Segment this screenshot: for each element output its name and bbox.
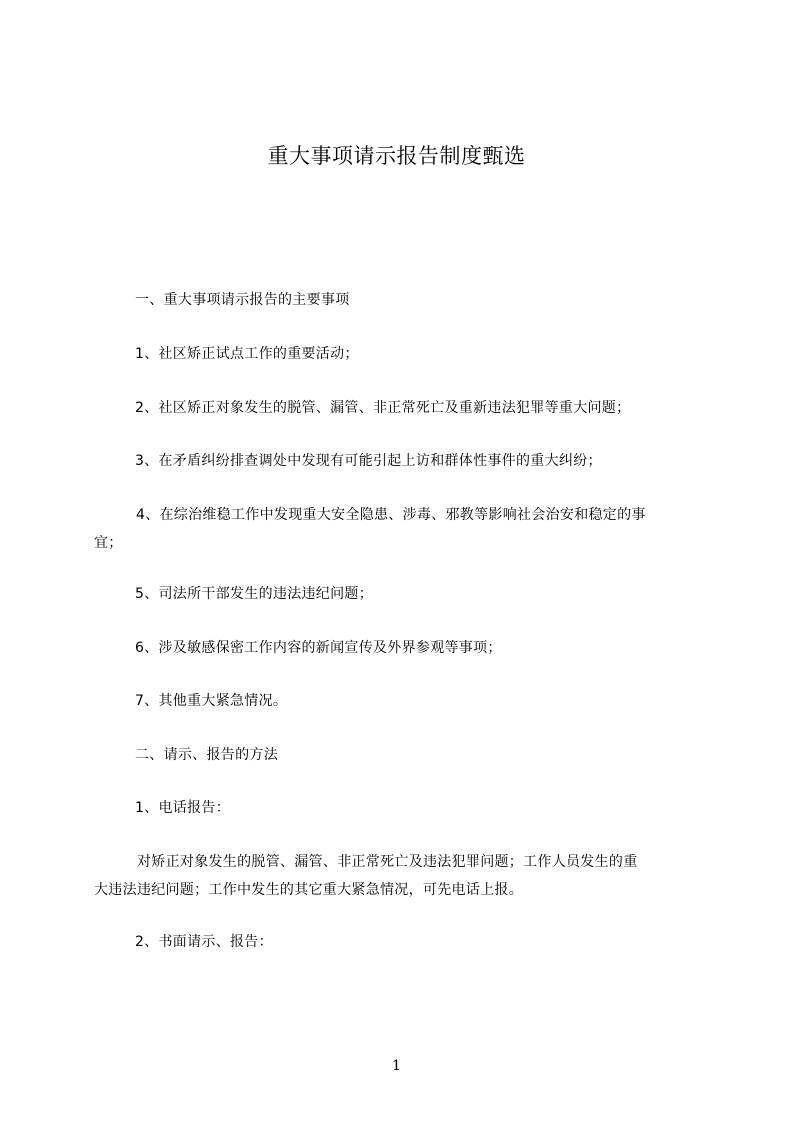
list-item-1: 1、社区矫正试点工作的重要活动； <box>135 346 359 362</box>
list-item-4-line-2: 宜； <box>94 535 123 551</box>
list-item-3: 3、在矛盾纠纷排查调处中发现有可能引起上访和群体性事件的重大纠纷； <box>135 453 602 469</box>
list-item-5: 5、司法所干部发生的违法违纪问题； <box>135 586 374 602</box>
method-phone-report-heading: 1、电话报告： <box>135 800 231 816</box>
method-phone-report-body <box>94 852 714 900</box>
list-item-6: 6、涉及敏感保密工作内容的新闻宣传及外界参观等事项； <box>135 640 502 656</box>
list-item-2: 2、社区矫正对象发生的脱管、漏管、非正常死亡及重新违法犯罪等重大问题； <box>135 400 631 416</box>
list-item-4 <box>94 505 714 553</box>
page-number: 1 <box>392 1058 401 1074</box>
method-written-report-heading: 2、书面请示、报告： <box>135 934 273 950</box>
section-heading-main-matters: 一、重大事项请示报告的主要事项 <box>135 292 350 308</box>
list-item-4-line-1: 4、在综治维稳工作中发现重大安全隐患、涉毒、邪教等影响社会治安和稳定的事 <box>136 507 646 523</box>
document-title: 重大事项请示报告制度甄选 <box>267 144 526 168</box>
list-item-7: 7、其他重大紧急情况。 <box>135 693 288 709</box>
phone-report-line-2: 大违法违纪问题；工作中发生的其它重大紧急情况，可先电话上报。 <box>94 882 523 898</box>
phone-report-line-1: 对矫正对象发生的脱管、漏管、非正常死亡及违法犯罪问题；工作人员发生的重 <box>137 854 638 870</box>
section-heading-methods: 二、请示、报告的方法 <box>135 747 278 763</box>
